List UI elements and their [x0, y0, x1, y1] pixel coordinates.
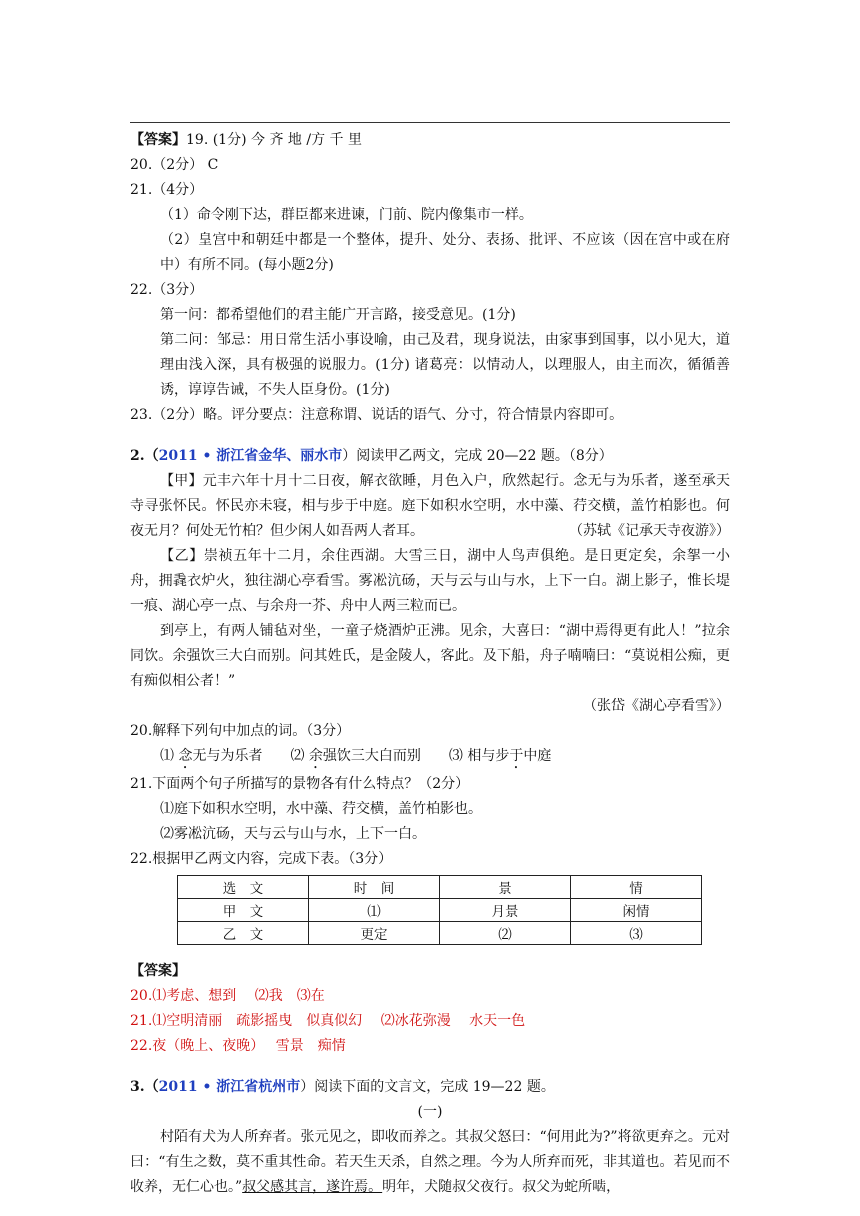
- table-cell: 甲 文: [178, 899, 309, 922]
- table-cell: 月景: [440, 899, 571, 922]
- q2-answer-21: 21.⑴空明清丽 疏影摇曳 似真似幻 ⑵冰花弥漫 水天一色: [130, 1013, 526, 1029]
- q2-answer-label: 【答案】: [130, 963, 186, 979]
- q1-answer-23: 23.（2分）略。评分要点：注意称谓、说话的语气、分寸，符合情景内容即可。: [130, 407, 624, 423]
- table-cell: 闲情: [571, 899, 702, 922]
- q1-answer-22-2: 第二问：邹忌：用日常生活小事设喻，由己及君，现身说法，由家事到国事，以小见大，道理由浅入深，具有极强的说服力。(1分) 诸葛亮：以情动人，以理服人，由主而次，循循善诱，谆谆告诫，不失人臣身份。(1分): [160, 332, 730, 398]
- q1-answer-22-1: 第一问：都希望他们的君主能广开言路，接受意见。(1分): [160, 307, 516, 323]
- table-cell: ⑵: [440, 922, 571, 945]
- q2-question-22: 22.根据甲乙两文内容，完成下表。（3分）: [130, 851, 393, 867]
- header-rule: [130, 122, 730, 123]
- q2-heading: 2.（2011 • 浙江省金华、丽水市）阅读甲乙两文，完成 20—22 题。（8分）: [130, 448, 613, 464]
- q1-answer-19: 【答案】19. (1分) 今 齐 地 /方 千 里: [130, 132, 362, 148]
- table-header-row: [178, 876, 702, 899]
- q3-heading: 3.（2011 • 浙江省杭州市）阅读下面的文言文，完成 19—22 题。: [130, 1079, 555, 1095]
- passage-yi-citation: （张岱《湖心亭看雪》）: [583, 698, 730, 714]
- q2-question-21-2: ⑵雾凇沆砀，天与云与山与水，上下一白。: [160, 826, 426, 842]
- table-cell: 更定: [309, 922, 440, 945]
- table-row: [178, 922, 702, 945]
- table-cell: 乙 文: [178, 922, 309, 945]
- q1-answer-21-1: （1）命令刚下达，群臣都来进谏，门前、院内像集市一样。: [160, 207, 533, 223]
- table-cell: ⑴: [309, 899, 440, 922]
- comparison-table: [177, 875, 702, 945]
- q1-answer-22-head: 22.（3分）: [130, 282, 204, 298]
- q1-answer-21-head: 21.（4分）: [130, 182, 204, 198]
- q1-answer-21-2: （2）皇宫中和朝廷中都是一个整体，提升、处分、表扬、批评、不应该（因在宫中或在府中）有所不同。(每小题2分): [160, 232, 730, 273]
- document-body: [130, 128, 730, 1200]
- table-header-cell: 选 文: [178, 876, 309, 899]
- q2-answer-22: 22.夜（晚上、夜晚） 雪景 痴情: [130, 1038, 346, 1054]
- passage-yi-2: 到亭上，有两人铺毡对坐，一童子烧酒炉正沸。见余，大喜曰：“湖中焉得更有此人！”拉余同饮。余强饮三大白而别。问其姓氏，是金陵人，客此。及下船，舟子喃喃曰：“莫说相公痴，更有痴似相公者！”: [130, 623, 730, 689]
- q3-passage: 村陌有犬为人所弃者。张元见之，即收而养之。其叔父怒曰：“何用此为?”将欲更弃之。元对曰：“有生之数，莫不重其性命。若天生天杀，自然之理。今为人所弃而死，非其道也。若见而不收养，无仁心也。”叔父感其言，遂许焉。明年，犬随叔父夜行。叔父为蛇所啮，: [130, 1129, 730, 1195]
- q2-question-20: 20.解释下列句中加点的词。（3分）: [130, 723, 351, 739]
- passage-yi-1: 【乙】崇祯五年十二月，余住西湖。大雪三日，湖中人鸟声俱绝。是日更定矣，余挐一小舟，拥毳衣炉火，独往湖心亭看雪。雾凇沆砀，天与云与山与水，上下一白。湖上影子，惟长堤一痕、湖心亭一点、与余舟一芥、舟中人两三粒而已。: [130, 548, 730, 614]
- q2-answer-20: 20.⑴考虑、想到 ⑵我 ⑶在: [130, 988, 325, 1004]
- q3-source: 2011 • 浙江省杭州市: [158, 1079, 301, 1095]
- underlined-sentence: 叔父感其言，遂许焉。: [242, 1179, 383, 1195]
- q2-question-21-1: ⑴庭下如积水空明，水中藻、荇交横，盖竹柏影也。: [160, 801, 482, 817]
- passage-jia-citation: （苏轼《记承天寺夜游》）: [569, 523, 730, 539]
- table-header-cell: 情: [571, 876, 702, 899]
- q2-question-21: 21.下面两个句子所描写的景物各有什么特点？（2分）: [130, 776, 470, 792]
- answer-label: 【答案】: [130, 132, 186, 148]
- table-header-cell: 景: [440, 876, 571, 899]
- passage-jia: 【甲】元丰六年十月十二日夜，解衣欲睡，月色入户，欣然起行。念无与为乐者，遂至承天寺寻张怀民。怀民亦未寝，相与步于中庭。庭下如积水空明，水中藻、荇交横，盖竹柏影也。何夜无月？何处无竹柏？但少闲人如吾两人者耳。: [130, 473, 730, 539]
- q2-question-20-items: ⑴ 念无与为乐者 ⑵ 余强饮三大白而别 ⑶ 相与步于中庭: [160, 748, 552, 764]
- table-row: [178, 899, 702, 922]
- table-header-cell: 时 间: [309, 876, 440, 899]
- q3-section-title: (一): [417, 1104, 443, 1120]
- table-cell: ⑶: [571, 922, 702, 945]
- q1-answer-20: 20.（2分） C: [130, 157, 219, 173]
- q2-source: 2011 • 浙江省金华、丽水市: [158, 448, 343, 464]
